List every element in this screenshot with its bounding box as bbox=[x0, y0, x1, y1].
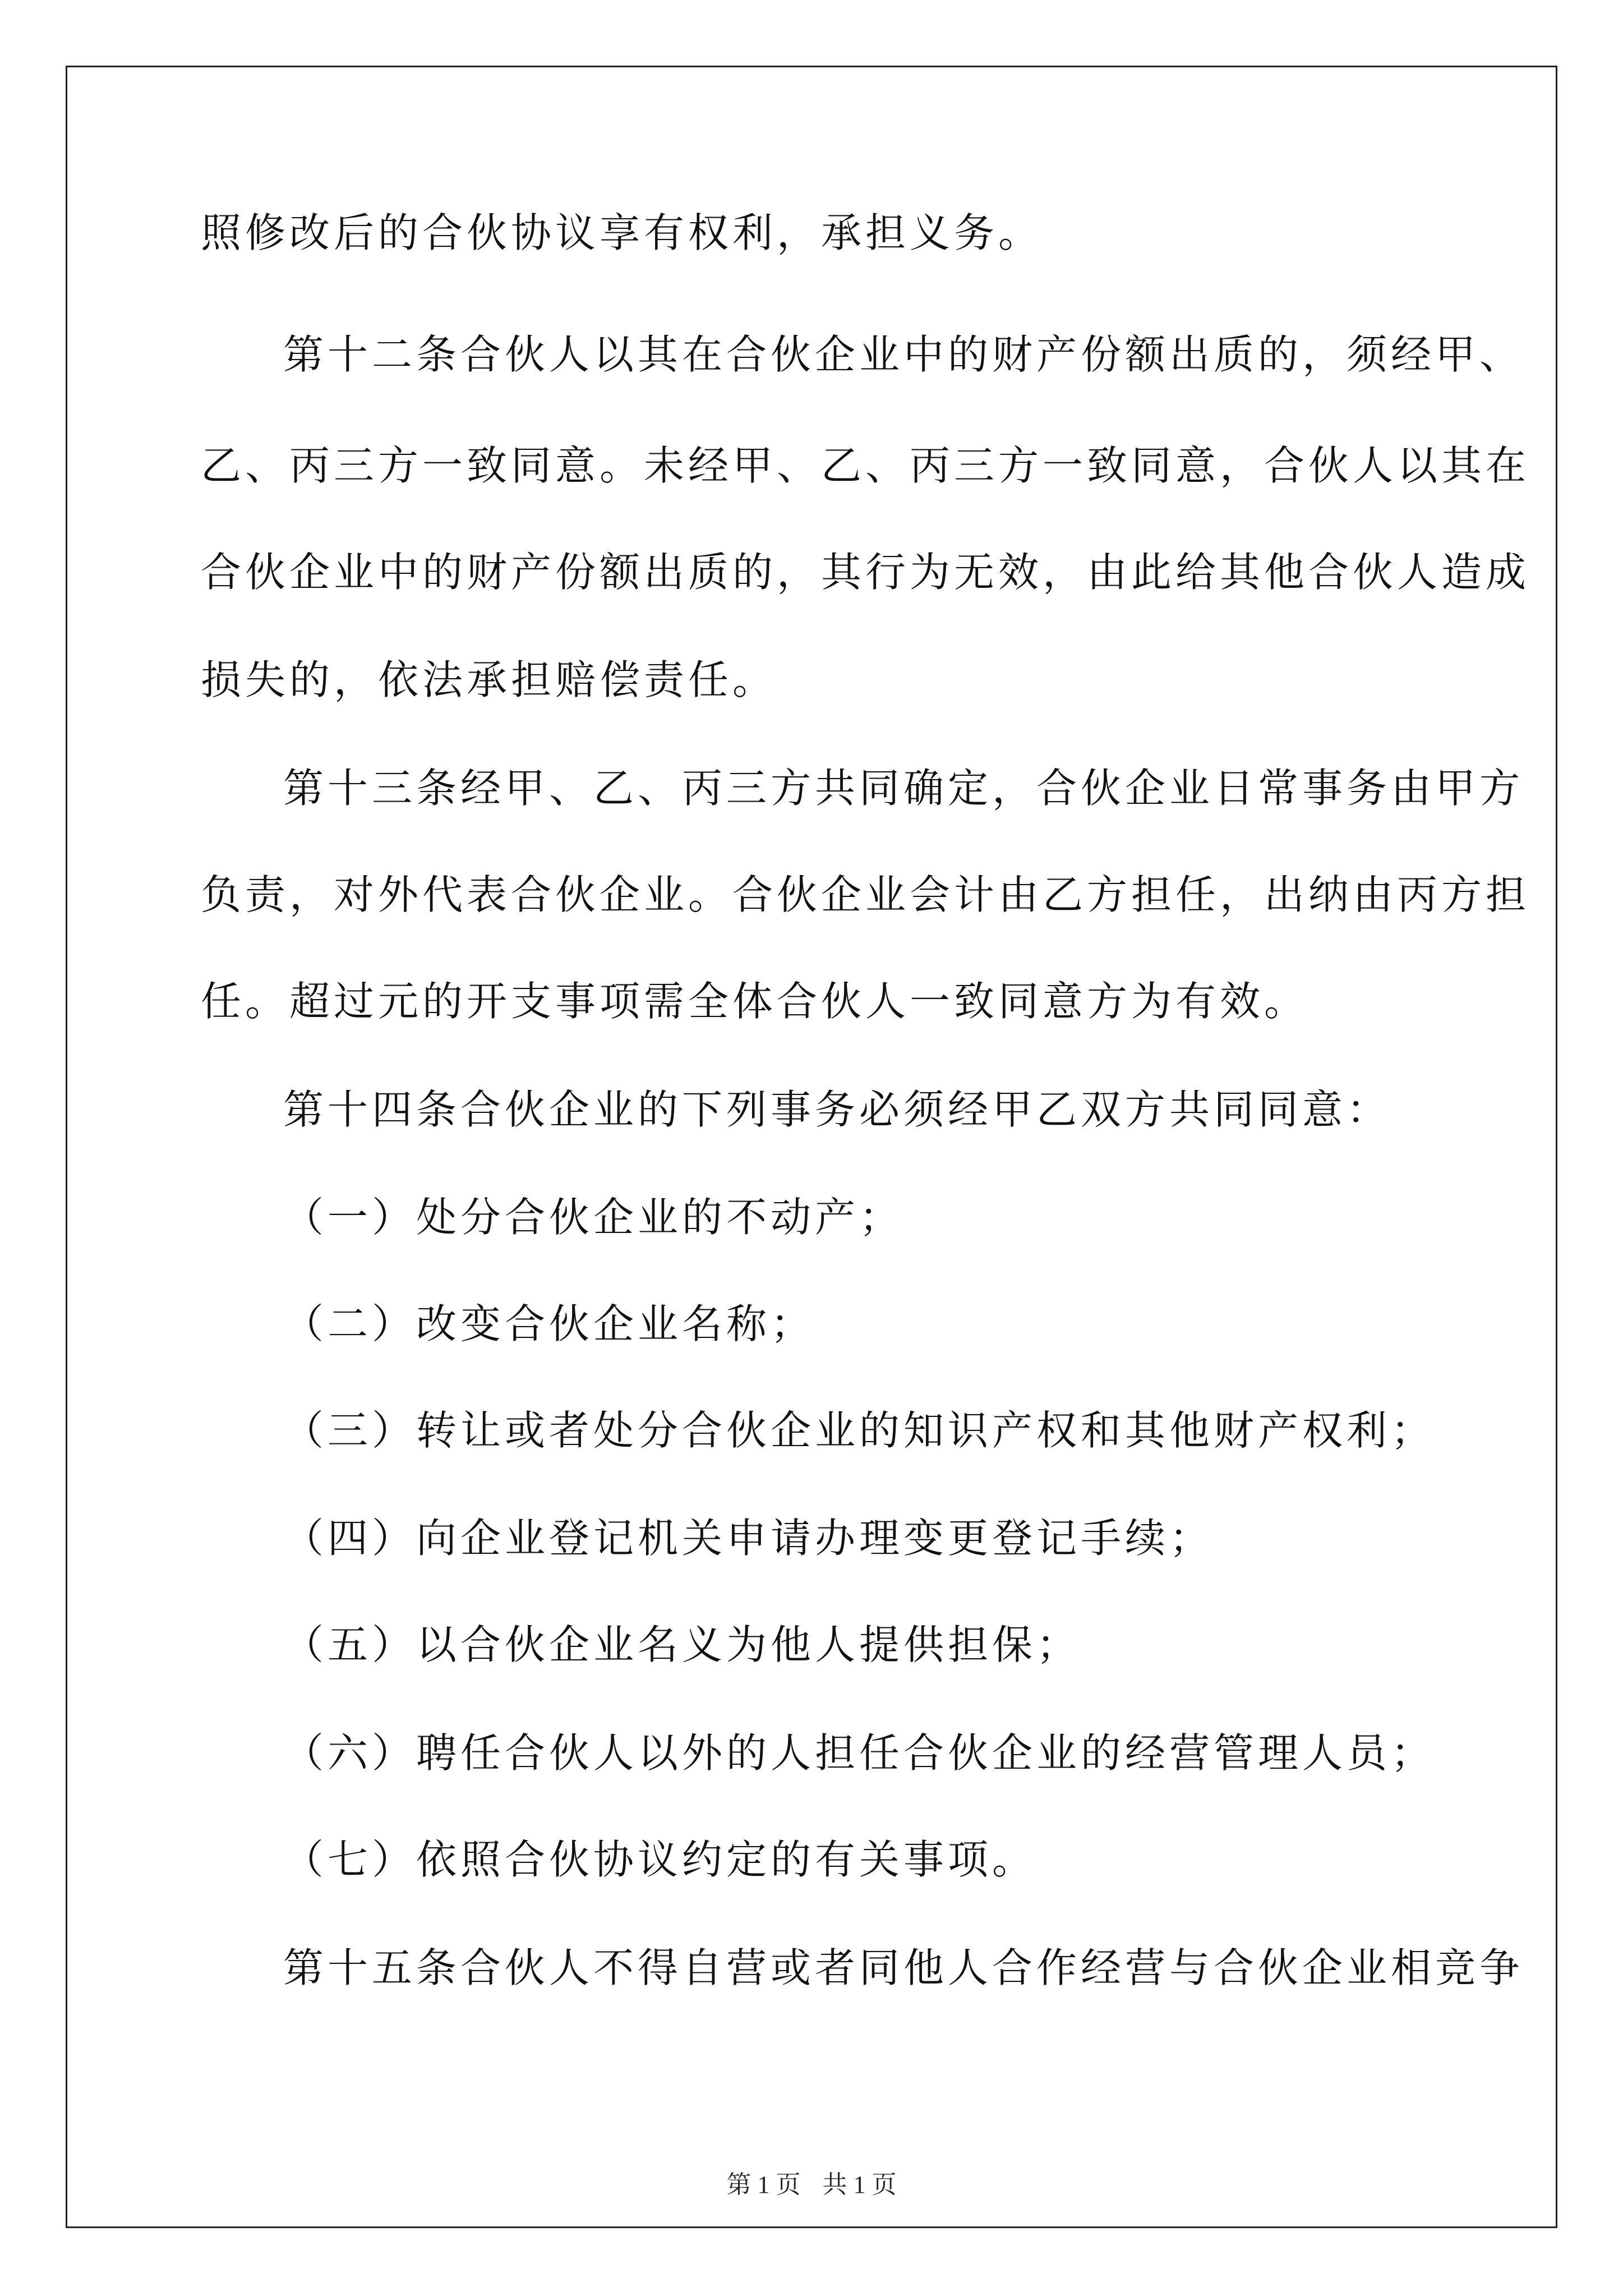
page-number: 第 1 页 bbox=[726, 2171, 801, 2198]
text-line: 任。超过元的开支事项需全体合伙人一致同意方为有效。 bbox=[201, 978, 1309, 1025]
text-line: 负责，对外代表合伙企业。合伙企业会计由乙方担任，出纳由丙方担 bbox=[201, 871, 1530, 918]
text-line: 第十二条合伙人以其在合伙企业中的财产份额出质的，须经甲、 bbox=[283, 331, 1524, 378]
text-line: 第十五条合伙人不得自营或者同他人合作经营与合伙企业相竞争 bbox=[283, 1944, 1524, 1991]
list-item: （二）改变合伙企业名称； bbox=[283, 1300, 815, 1347]
page-border bbox=[66, 66, 1557, 2228]
text-line: 合伙企业中的财产份额出质的，其行为无效，由此给其他合伙人造成 bbox=[201, 549, 1530, 596]
list-item: （七）依照合伙协议约定的有关事项。 bbox=[283, 1836, 1037, 1883]
list-item: （三）转让或者处分合伙企业的知识产权和其他财产权利； bbox=[283, 1407, 1436, 1454]
list-item: （五）以合伙企业名义为他人提供担保； bbox=[283, 1621, 1081, 1668]
text-line: 损失的，依法承担赔偿责任。 bbox=[201, 656, 777, 703]
text-line: 乙、丙三方一致同意。未经甲、乙、丙三方一致同意，合伙人以其在 bbox=[201, 442, 1530, 489]
page-footer bbox=[0, 2168, 1623, 2202]
text-line: 照修改后的合伙协议享有权利，承担义务。 bbox=[201, 209, 1043, 256]
page-total: 共 1 页 bbox=[822, 2171, 897, 2198]
text-line: 第十三条经甲、乙、丙三方共同确定，合伙企业日常事务由甲方 bbox=[283, 765, 1524, 812]
list-item: （一）处分合伙企业的不动产； bbox=[283, 1194, 904, 1241]
list-item: （四）向企业登记机关申请办理变更登记手续； bbox=[283, 1515, 1214, 1562]
text-line: 第十四条合伙企业的下列事务必须经甲乙双方共同同意： bbox=[283, 1086, 1391, 1133]
list-item: （六）聘任合伙人以外的人担任合伙企业的经营管理人员； bbox=[283, 1729, 1436, 1777]
